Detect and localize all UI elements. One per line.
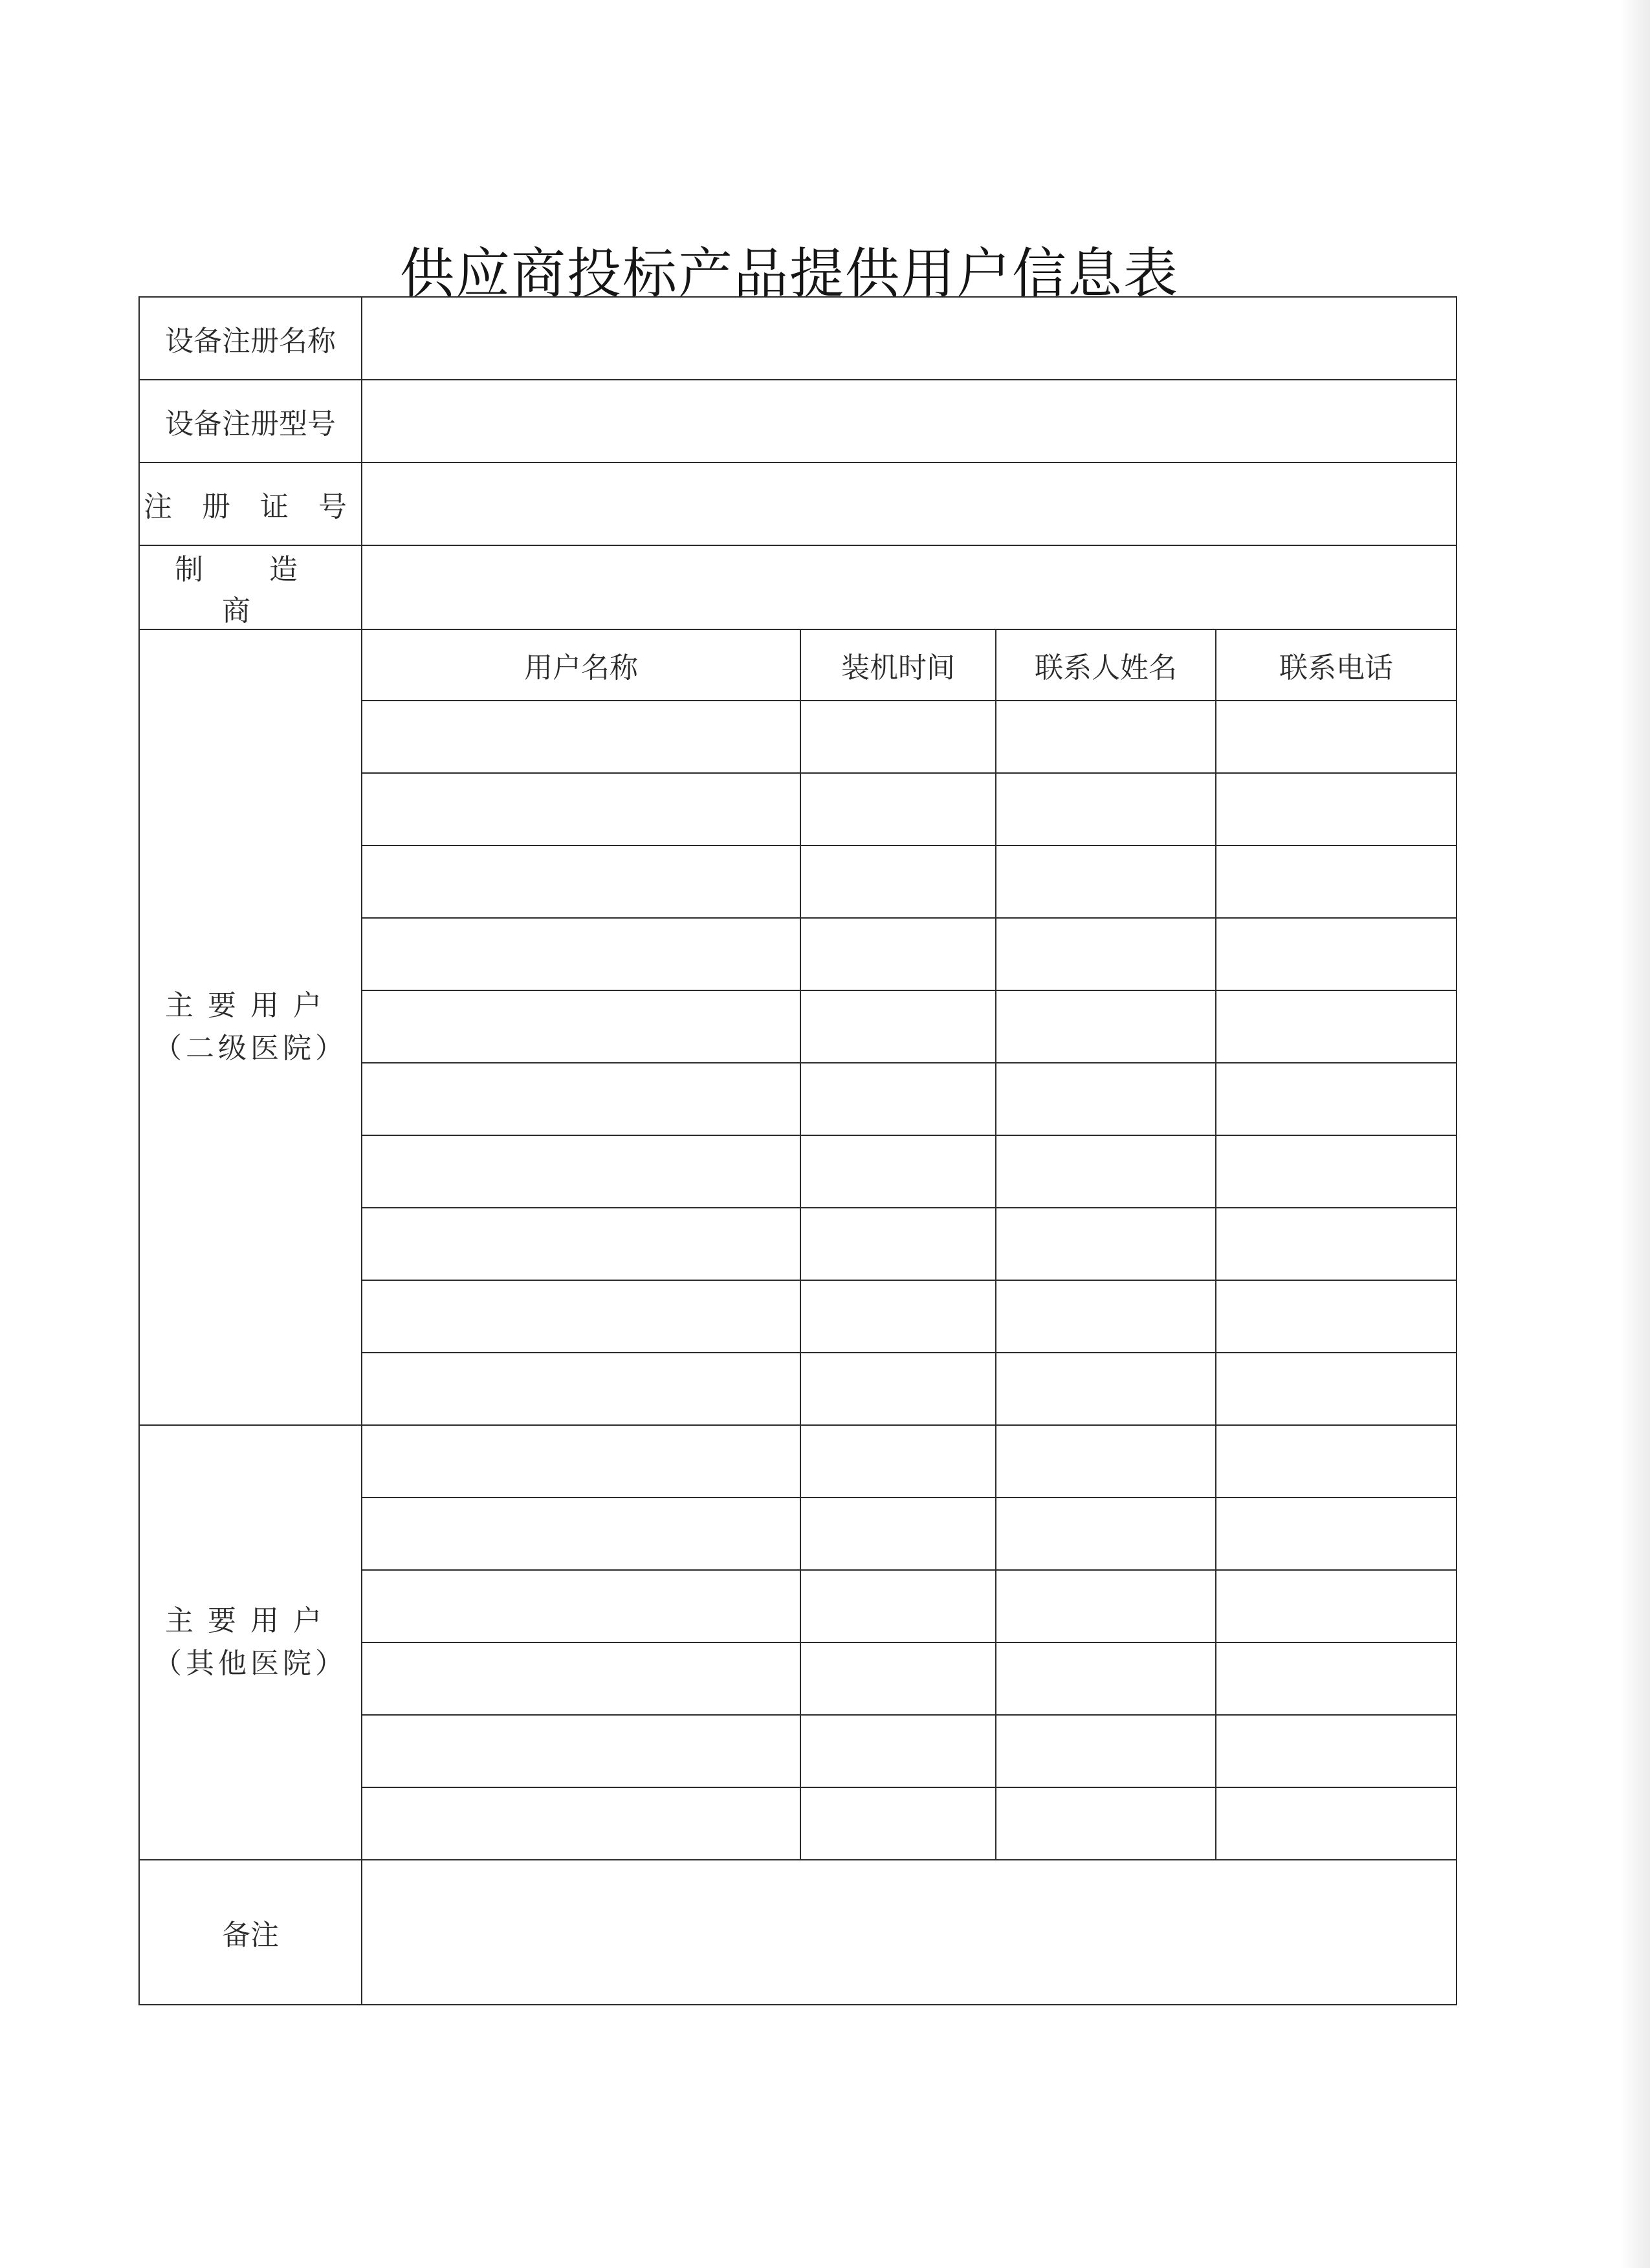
cell-user-name[interactable] — [362, 1208, 800, 1280]
cell-user-name[interactable] — [362, 1280, 800, 1353]
cell-install-date[interactable] — [800, 1353, 996, 1425]
cell-contact-phone[interactable] — [1216, 918, 1457, 990]
group-label-title: 主要用户 — [165, 1604, 336, 1637]
column-header-user-name: 用户名称 — [362, 629, 800, 701]
field-value-registration-number[interactable] — [362, 463, 1457, 545]
user-info-table — [138, 296, 1457, 2005]
user-row — [139, 1425, 1457, 1498]
cell-install-date[interactable] — [800, 1787, 996, 1860]
cell-user-name[interactable] — [362, 1353, 800, 1425]
cell-user-name[interactable] — [362, 1498, 800, 1570]
form-title: 供应商投标产品提供用户信息表 — [399, 242, 1179, 306]
field-row-manufacturer — [139, 545, 1457, 629]
cell-contact-phone[interactable] — [1216, 990, 1457, 1063]
cell-install-date[interactable] — [800, 918, 996, 990]
cell-install-date[interactable] — [800, 1135, 996, 1208]
field-label-device-name: 设备注册名称 — [139, 297, 362, 380]
column-header-install-date: 装机时间 — [800, 629, 996, 701]
cell-contact-name[interactable] — [996, 1787, 1216, 1860]
remarks-value[interactable] — [362, 1860, 1457, 2005]
field-label-device-model: 设备注册型号 — [139, 380, 362, 463]
field-value-device-model[interactable] — [362, 380, 1457, 463]
cell-contact-phone[interactable] — [1216, 773, 1457, 845]
field-row-device-name — [139, 297, 1457, 380]
column-header-contact-phone: 联系电话 — [1216, 629, 1457, 701]
cell-contact-name[interactable] — [996, 1135, 1216, 1208]
cell-install-date[interactable] — [800, 1063, 996, 1135]
cell-user-name[interactable] — [362, 1063, 800, 1135]
cell-install-date[interactable] — [800, 773, 996, 845]
group-label-secondary-hospitals — [139, 629, 362, 1425]
field-row-registration-number — [139, 463, 1457, 545]
cell-contact-name[interactable] — [996, 918, 1216, 990]
cell-install-date[interactable] — [800, 1570, 996, 1642]
cell-contact-phone[interactable] — [1216, 1208, 1457, 1280]
cell-contact-phone[interactable] — [1216, 1353, 1457, 1425]
scan-shadow-edge — [1620, 0, 1650, 2268]
field-row-device-model — [139, 380, 1457, 463]
cell-user-name[interactable] — [362, 1787, 800, 1860]
cell-user-name[interactable] — [362, 918, 800, 990]
cell-contact-phone[interactable] — [1216, 701, 1457, 773]
cell-user-name[interactable] — [362, 773, 800, 845]
cell-contact-name[interactable] — [996, 1280, 1216, 1353]
cell-contact-name[interactable] — [996, 845, 1216, 918]
cell-user-name[interactable] — [362, 1135, 800, 1208]
cell-contact-phone[interactable] — [1216, 1570, 1457, 1642]
cell-contact-phone[interactable] — [1216, 1715, 1457, 1787]
group-label-title: 主要用户 — [165, 989, 336, 1022]
cell-install-date[interactable] — [800, 990, 996, 1063]
field-value-manufacturer[interactable] — [362, 545, 1457, 629]
cell-user-name[interactable] — [362, 990, 800, 1063]
cell-user-name[interactable] — [362, 701, 800, 773]
cell-contact-name[interactable] — [996, 1498, 1216, 1570]
cell-contact-phone[interactable] — [1216, 1063, 1457, 1135]
cell-contact-name[interactable] — [996, 1063, 1216, 1135]
cell-install-date[interactable] — [800, 845, 996, 918]
cell-contact-phone[interactable] — [1216, 1642, 1457, 1715]
column-header-contact-name: 联系人姓名 — [996, 629, 1216, 701]
cell-contact-phone[interactable] — [1216, 1498, 1457, 1570]
column-header-row — [139, 629, 1457, 701]
cell-install-date[interactable] — [800, 701, 996, 773]
group-label-subtitle: （二级医院） — [153, 1032, 347, 1065]
cell-contact-name[interactable] — [996, 1353, 1216, 1425]
cell-contact-name[interactable] — [996, 773, 1216, 845]
cell-user-name[interactable] — [362, 845, 800, 918]
cell-contact-name[interactable] — [996, 1570, 1216, 1642]
cell-install-date[interactable] — [800, 1425, 996, 1498]
cell-install-date[interactable] — [800, 1642, 996, 1715]
cell-install-date[interactable] — [800, 1498, 996, 1570]
field-label-manufacturer: 制 造 商 — [139, 545, 362, 629]
cell-install-date[interactable] — [800, 1280, 996, 1353]
cell-contact-name[interactable] — [996, 701, 1216, 773]
cell-contact-phone[interactable] — [1216, 1787, 1457, 1860]
cell-contact-name[interactable] — [996, 1642, 1216, 1715]
cell-contact-phone[interactable] — [1216, 1135, 1457, 1208]
cell-user-name[interactable] — [362, 1570, 800, 1642]
cell-contact-name[interactable] — [996, 1425, 1216, 1498]
cell-contact-phone[interactable] — [1216, 1425, 1457, 1498]
group-label-subtitle: （其他医院） — [153, 1647, 347, 1680]
field-value-device-name[interactable] — [362, 297, 1457, 380]
cell-install-date[interactable] — [800, 1715, 996, 1787]
cell-contact-name[interactable] — [996, 990, 1216, 1063]
cell-contact-name[interactable] — [996, 1208, 1216, 1280]
remarks-label: 备注 — [139, 1860, 362, 2005]
group-label-other-hospitals — [139, 1425, 362, 1860]
cell-install-date[interactable] — [800, 1208, 996, 1280]
cell-user-name[interactable] — [362, 1642, 800, 1715]
cell-contact-name[interactable] — [996, 1715, 1216, 1787]
cell-contact-phone[interactable] — [1216, 1280, 1457, 1353]
field-label-registration-number: 注 册 证 号 — [139, 463, 362, 545]
cell-user-name[interactable] — [362, 1715, 800, 1787]
cell-contact-phone[interactable] — [1216, 845, 1457, 918]
remarks-row — [139, 1860, 1457, 2005]
cell-user-name[interactable] — [362, 1425, 800, 1498]
